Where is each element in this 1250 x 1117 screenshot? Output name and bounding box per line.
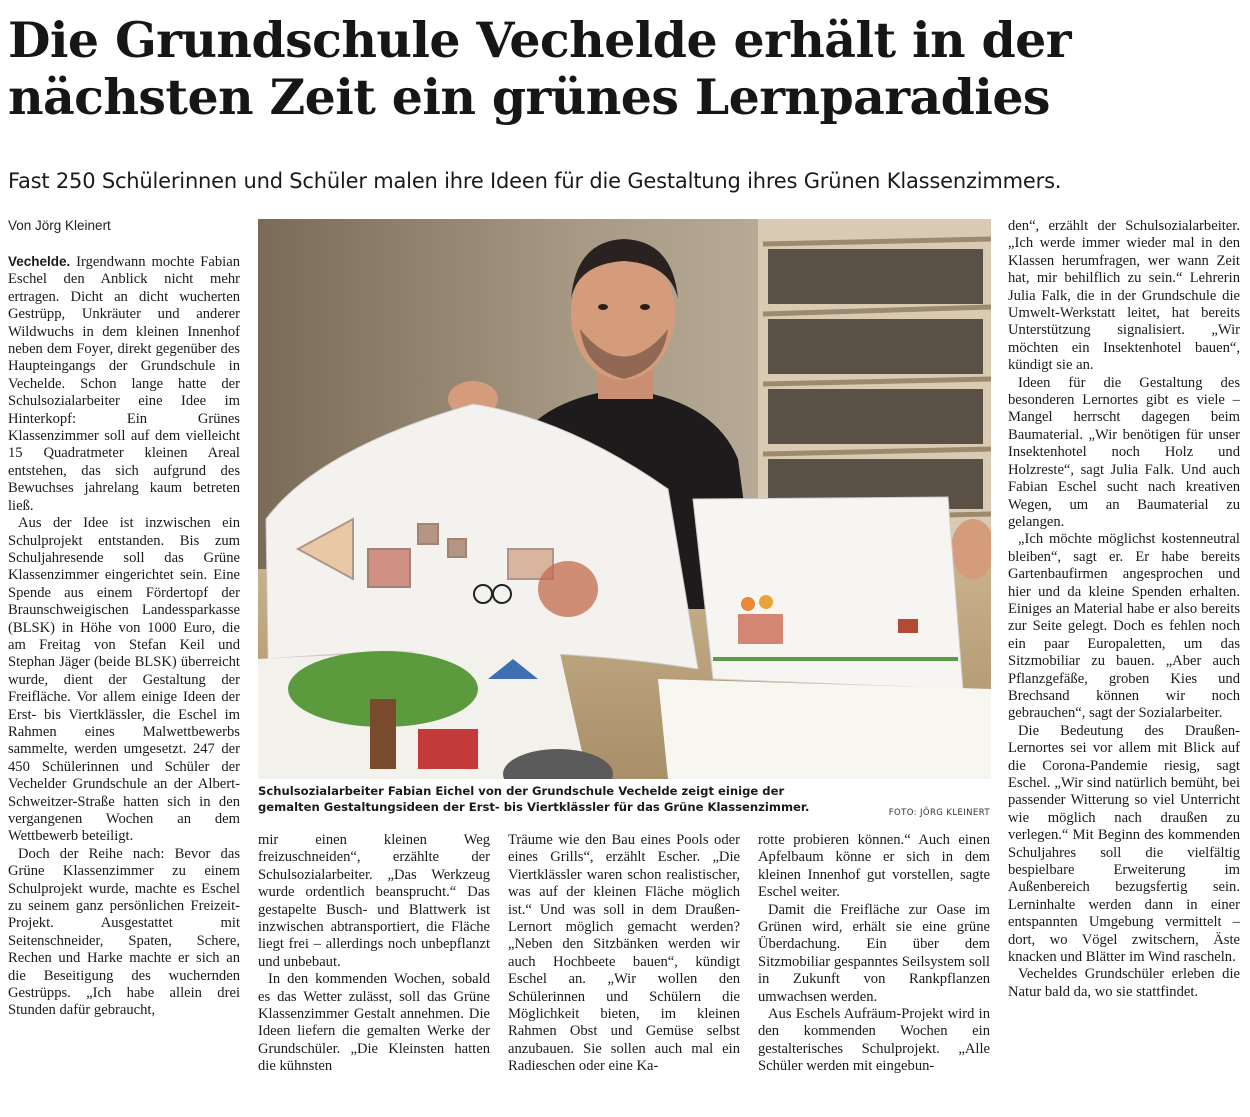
dateline: Vechelde. <box>8 254 71 269</box>
paragraph: den“, erzählt der Schulsozialarbeiter. „Ich werde immer wieder mal in den Klassen herumfragen, wer wann Zeit hat, mir behilflich zu sein.“ Lehrerin Julia Falk, die in der Grundschule die Umwelt-Werkstatt leitet, hat bereits Unterstützung signalisiert. „Wir möchten ein Insektenhotel bauen“, kündigt sie an. <box>1008 218 1240 374</box>
paragraph: Vecheldes Grundschüler erleben die Natur bald da, wo sie stattfindet. <box>1008 966 1240 1000</box>
text-column-3 <box>508 832 740 1112</box>
lead-text: Irgendwann mochte Fabian Eschel den Anblick nicht mehr ertragen. Dicht an dicht wucherten Gestrüpp, Unkräuter und anderer Wildwuchs in dem kleinen Innenhof neben dem Foyer, direkt gegenüber des Haupteingangs der Grundschule in Vechelde. Schon lange hatte der Schulsozialarbeiter eine Idee im Hinterkopf: Ein Grünes Klassenzimmer soll auf dem vielleicht 15 Quadratmeter kleinen Areal entstehen, das sich aufgrund des Bewuchses jahrelang kaum betreten ließ. <box>8 254 240 514</box>
photo-credit: FOTO: JÖRG KLEINERT <box>888 808 990 818</box>
paragraph: Aus der Idee ist inzwischen ein Schulprojekt entstanden. Bis zum Schuljahresende soll das Grüne Klassenzimmer eingerichtet sein. Eine Spende aus einem Fördertopf der Braunschweigischen Landessparkasse (BLSK) in Höhe von 1000 Euro, die am Freitag von Stefan Keil und Stephan Jäger (beide BLSK) überreicht wurde, dient der Gestaltung der Freifläche. Vor allem einige Ideen der Erst- bis Viertklässler, die Eschel im Rahmen eines Malwettbewerbs sammelte, werden umgesetzt. 247 der 450 Schülerinnen und Schüler der Vechelder Grundschule an der Albert-Schweitzer-Straße hatten sich in den vergangenen Wochen an dem Wettbewerb beteiligt. <box>8 515 240 845</box>
paragraph: Aus Eschels Aufräum-Projekt wird in den kommenden Wochen ein gestalterisches Schulprojekt. „Alle Schüler werden mit eingebun- <box>758 1006 990 1075</box>
paragraph: Doch der Reihe nach: Bevor das Grüne Klassenzimmer zu einem Schulprojekt wurde, machte es Eschel zu seinem ganz persönlichen Freizeit-Projekt. Ausgestattet mit Seitenschneider, Spaten, Schere, Rechen und Harke machte er sich an die Beseitigung des wuchernden Gestrüpps. „Ich habe allein drei Stunden dafür gebraucht, <box>8 845 240 1019</box>
headline-line-2: nächsten Zeit ein grünes Lernparadies <box>8 68 1050 126</box>
headline-line-1: Die Grundschule Vechelde erhält in der <box>8 11 1071 69</box>
paragraph: rotte probieren können.“ Auch einen Apfelbaum könne er sich in dem kleinen Innenhof gut vorstellen, sagte Eschel weiter. <box>758 832 990 901</box>
byline: Von Jörg Kleinert <box>8 218 111 233</box>
paragraph: „Ich möchte möglichst kostenneutral bleiben“, sagt er. Er habe bereits Gartenbaufirmen angesprochen und hier und da kleine Spenden erhalten. Einiges an Material habe er also bereits zur Seite gelegt. Doch es fehlen noch ein paar Europaletten, um das Sitzmobiliar zu bauen. „Aber auch Pflanzgefäße, groben Kies und Brechsand können wir noch gebrauchen“, sagt der Sozialarbeiter. <box>1008 531 1240 722</box>
text-column-4 <box>758 832 990 1112</box>
paragraph: In den kommenden Wochen, sobald es das Wetter zulässt, soll das Grüne Klassenzimmer Gestalt annehmen. Die Ideen liefern die gemalten Werke der Grundschüler. „Die Kleinsten hatten die kühnsten <box>258 971 490 1075</box>
article-photo <box>258 219 991 779</box>
text-column-1 <box>8 253 240 1111</box>
text-column-2 <box>258 832 490 1112</box>
paragraph: Die Bedeutung des Draußen-Lernortes sei vor allem mit Blick auf die Corona-Pandemie riesig, sagt Eschel. „Wir sind natürlich bemüht, bei passender Witterung so viel Unterricht wie möglich nach draußen zu verlegen.“ Mit Beginn des kommenden Schuljahres soll die vielfältig bespielbare Erweiterung im Außenbereich bezugsfertig sein. Lerninhalte werden dann in einer entspannten Umgebung vermittelt – dort, wo Vögel zwitschern, Äste knacken und Blätter im Wind rascheln. <box>1008 722 1240 966</box>
headline <box>8 12 1244 126</box>
paragraph: Träume wie den Bau eines Pools oder eines Grills“, erzählt Escher. „Die Viertklässler waren schon realistischer, was auf der kleinen Fläche möglich ist.“ Und was soll in dem Draußen-Lernort möglich gemacht werden? „Neben den Sitzbänken werden wir auch Hochbeete bauen“, kündigt Eschel an. „Wir wollen den Schülerinnen und Schülern die Möglichkeit bieten, im kleinen Rahmen Obst und Gemüse selbst anzubauen. Sie sollen auch mal ein Radieschen oder eine Ka- <box>508 832 740 1075</box>
paragraph: Ideen für die Gestaltung des besonderen Lernortes gibt es viele – Mangel herrscht dagegen beim Baumaterial. „Wir benötigen für unser Insektenhotel noch Holz und Holzreste“, sagt Julia Falk. Und auch Fabian Eschel sucht nach kreativen Wegen, um an Baumaterial zu gelangen. <box>1008 374 1240 530</box>
photo-caption: Schulsozialarbeiter Fabian Eichel von der Grundschule Vechelde zeigt einige der gemalten Gestaltungsideen der Erst- bis Viertklässler für das Grüne Klassenzimmer. <box>258 784 810 814</box>
text-column-5 <box>1008 218 1240 1111</box>
paragraph: Damit die Freifläche zur Oase im Grünen wird, erhält sie eine grüne Überdachung. Ein über dem Sitzmobiliar gespanntes Seilsystem soll in Zukunft von Rankpflanzen umwachsen werden. <box>758 901 990 1005</box>
paragraph: mir einen kleinen Weg freizuschneiden“, erzählte der Schulsozialarbeiter. „Das Werkzeug wurde ordentlich beansprucht.“ Das gestapelte Busch- und Blattwerk ist inzwischen abtransportiert, die Fläche liegt frei – allerdings noch unbepflanzt und unbebaut. <box>258 832 490 970</box>
lead-paragraph <box>8 253 240 515</box>
subheadline: Fast 250 Schülerinnen und Schüler malen ihre Ideen für die Gestaltung ihres Grünen Klassenzimmers. <box>8 169 1062 193</box>
photo-illustration <box>258 219 991 779</box>
